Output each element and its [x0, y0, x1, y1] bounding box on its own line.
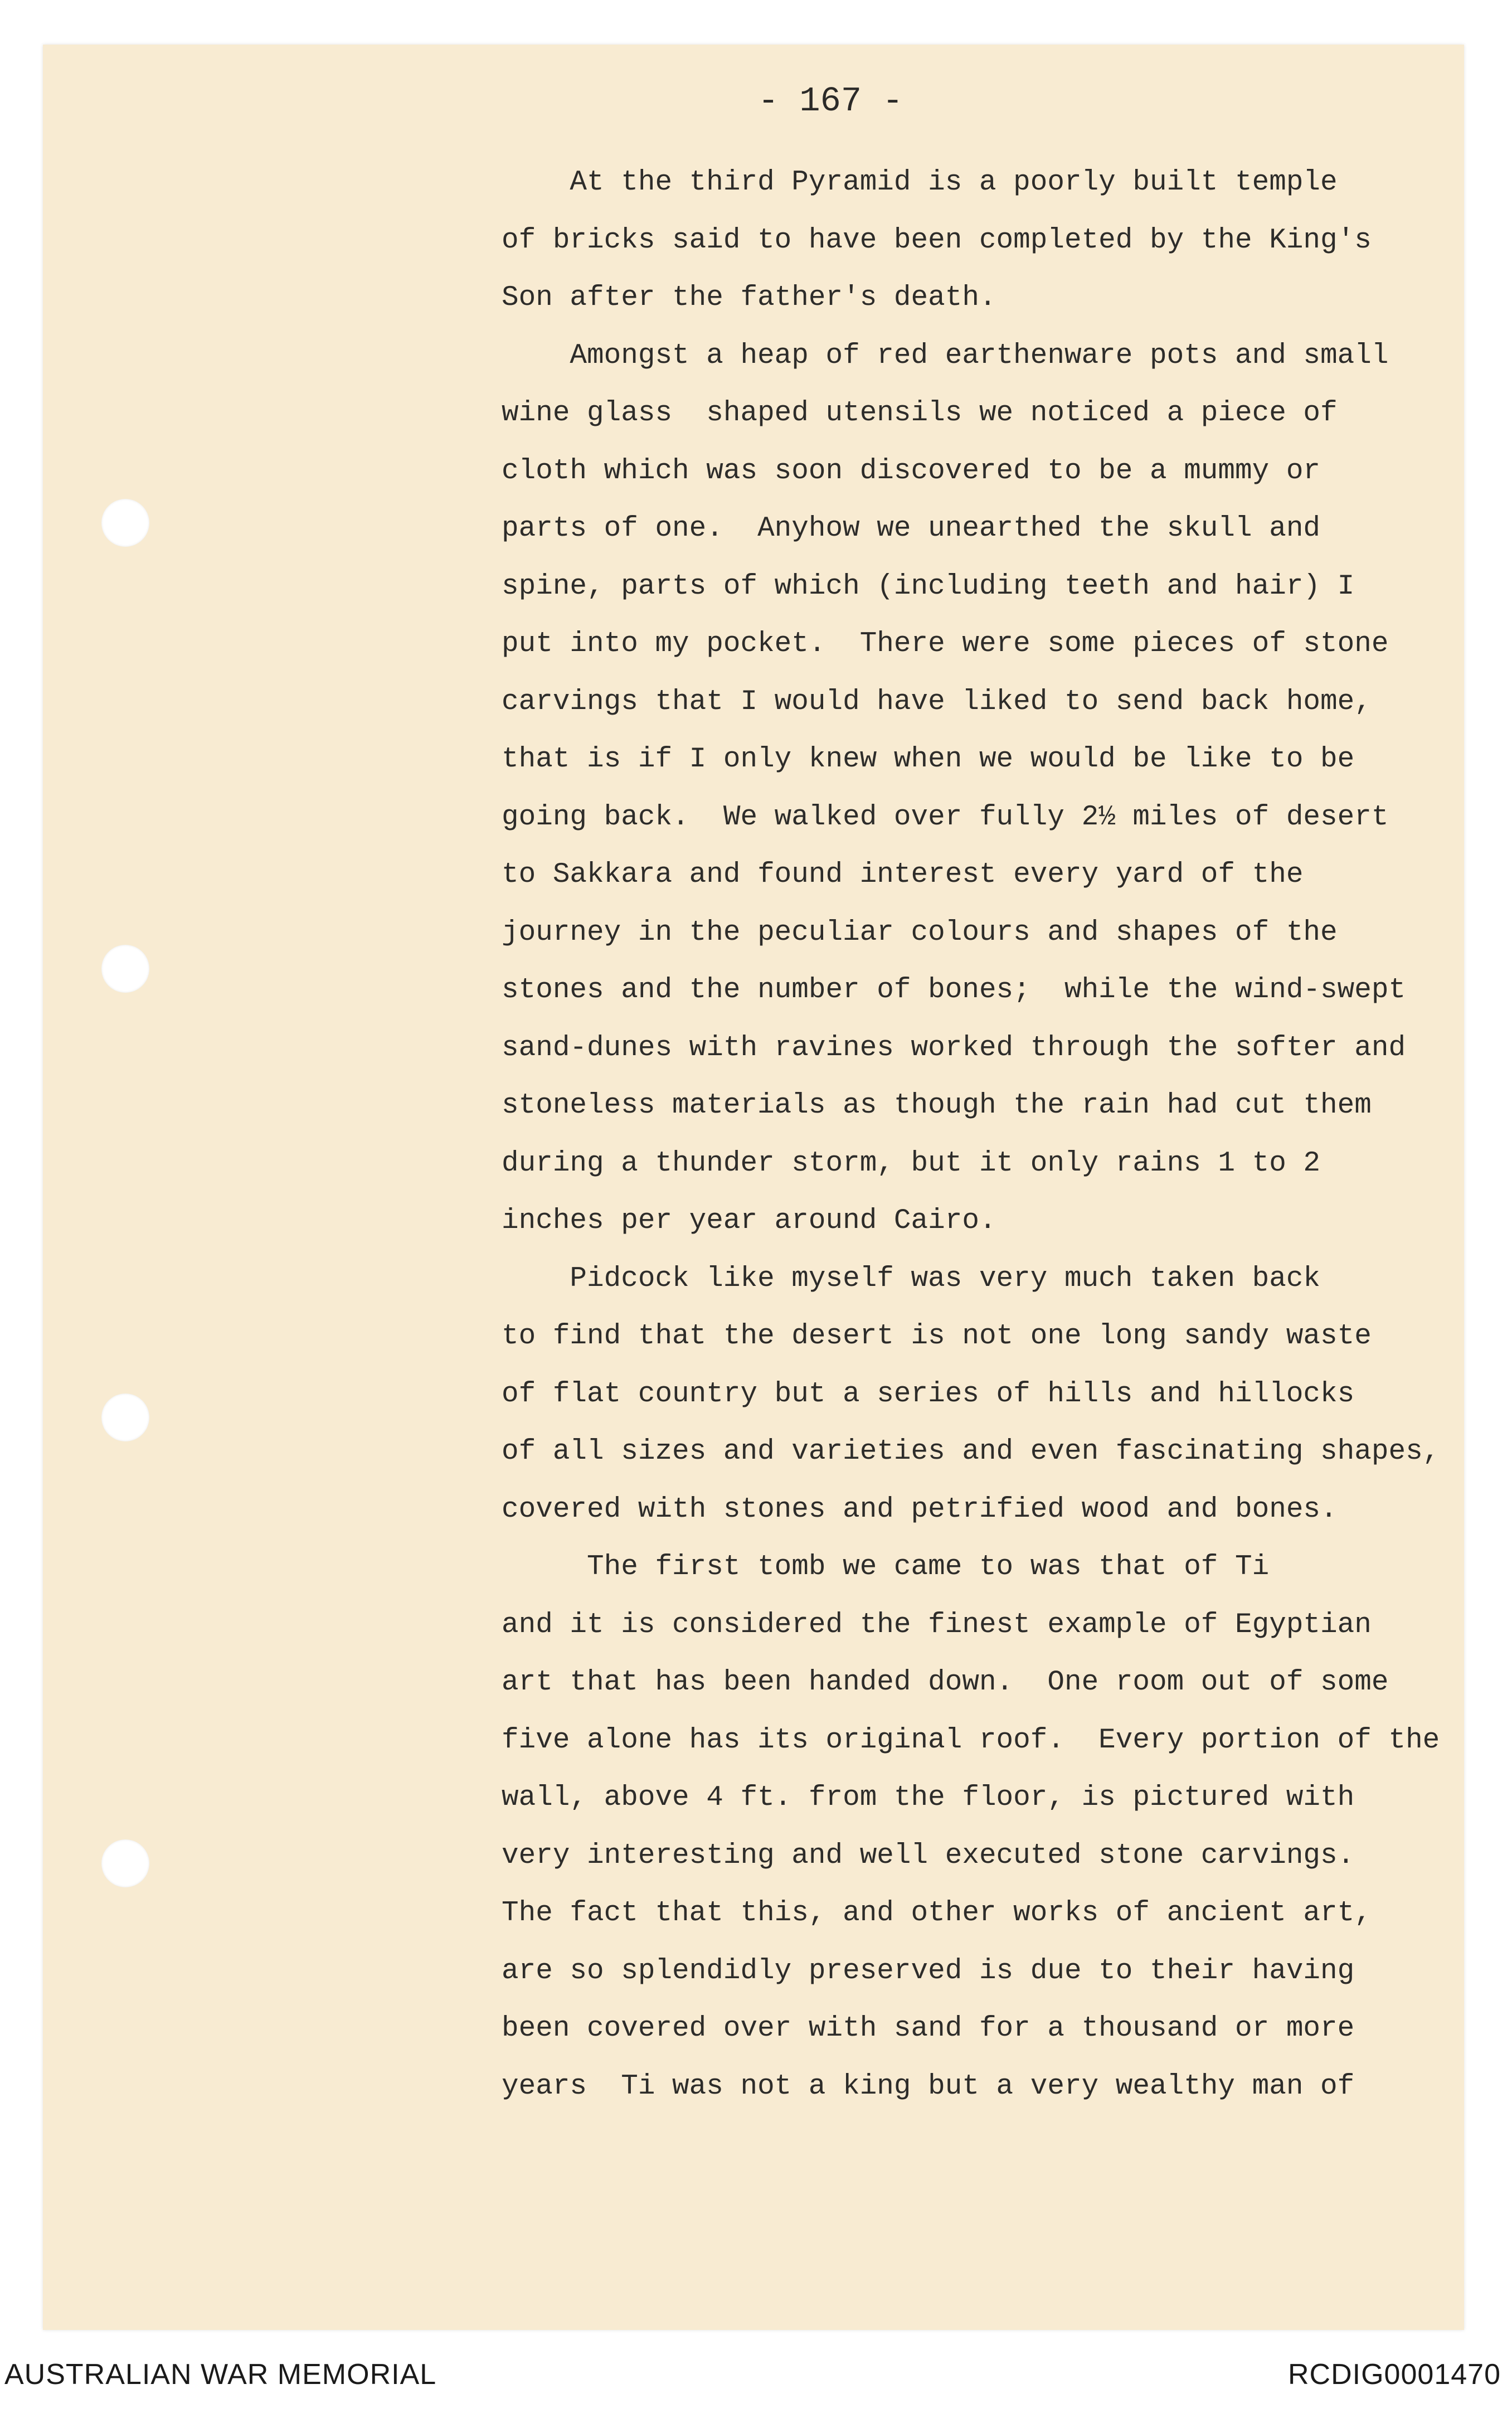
punch-hole — [101, 945, 149, 993]
text-line: to Sakkara and found interest every yard of the — [502, 859, 1304, 891]
text-line: covered with stones and petrified wood and bones. — [502, 1493, 1338, 1526]
text-line: carvings that I would have liked to send back home, — [502, 686, 1372, 718]
punch-hole — [101, 1393, 149, 1441]
punch-hole — [101, 1839, 149, 1887]
text-line: of all sizes and varieties and even fascinating shapes, — [502, 1436, 1440, 1468]
text-line: art that has been handed down. One room out of some — [502, 1667, 1389, 1698]
typed-text-body — [502, 154, 1466, 2115]
text-line: wall, above 4 ft. from the floor, is pictured with — [502, 1782, 1355, 1814]
text-line: sand-dunes with ravines worked through the softer and — [502, 1032, 1406, 1064]
text-line: parts of one. Anyhow we unearthed the skull and — [502, 513, 1321, 545]
archive-identifier: RCDIG0001470 — [1288, 2358, 1501, 2391]
text-line: cloth which was soon discovered to be a mummy or — [502, 455, 1321, 487]
text-line: spine, parts of which (including teeth and hair) I — [502, 570, 1355, 603]
text-line: during a thunder storm, but it only rains 1 to 2 — [502, 1147, 1321, 1179]
text-line: very interesting and well executed stone carvings. — [502, 1839, 1355, 1872]
text-line: inches per year around Cairo. — [502, 1205, 996, 1237]
text-line: five alone has its original roof. Every portion of the — [502, 1724, 1440, 1756]
text-line: put into my pocket. There were some pieces of stone — [502, 628, 1389, 660]
text-line: to find that the desert is not one long sandy waste — [502, 1320, 1372, 1352]
text-line: The first tomb we came to was that of Ti — [502, 1551, 1270, 1583]
text-line: The fact that this, and other works of ancient art, — [502, 1897, 1372, 1929]
text-line: going back. We walked over fully 2½ miles of desert — [502, 801, 1389, 833]
text-line: Amongst a heap of red earthenware pots and small — [502, 339, 1389, 372]
text-line: Pidcock like myself was very much taken back — [502, 1263, 1321, 1295]
text-line: Son after the father's death. — [502, 282, 996, 314]
text-line: wine glass shaped utensils we noticed a piece of — [502, 397, 1338, 429]
punch-hole — [101, 499, 149, 547]
text-line: and it is considered the finest example of Egyptian — [502, 1609, 1372, 1641]
page-number: - 167 - — [758, 81, 903, 121]
text-line: stones and the number of bones; while the wind-swept — [502, 974, 1406, 1006]
text-line: of flat country but a series of hills and hillocks — [502, 1378, 1355, 1410]
text-line: are so splendidly preserved is due to their having — [502, 1955, 1355, 1987]
text-line: stoneless materials as though the rain had cut them — [502, 1090, 1372, 1121]
text-line: that is if I only knew when we would be like to be — [502, 744, 1355, 775]
text-line: At the third Pyramid is a poorly built temple — [502, 167, 1338, 198]
archive-credit: AUSTRALIAN WAR MEMORIAL — [4, 2358, 437, 2391]
text-line: been covered over with sand for a thousand or more — [502, 2013, 1355, 2045]
text-line: years Ti was not a king but a very wealthy man of — [502, 2070, 1355, 2103]
text-line: of bricks said to have been completed by the King's — [502, 224, 1372, 256]
text-line: journey in the peculiar colours and shapes of the — [502, 916, 1338, 949]
